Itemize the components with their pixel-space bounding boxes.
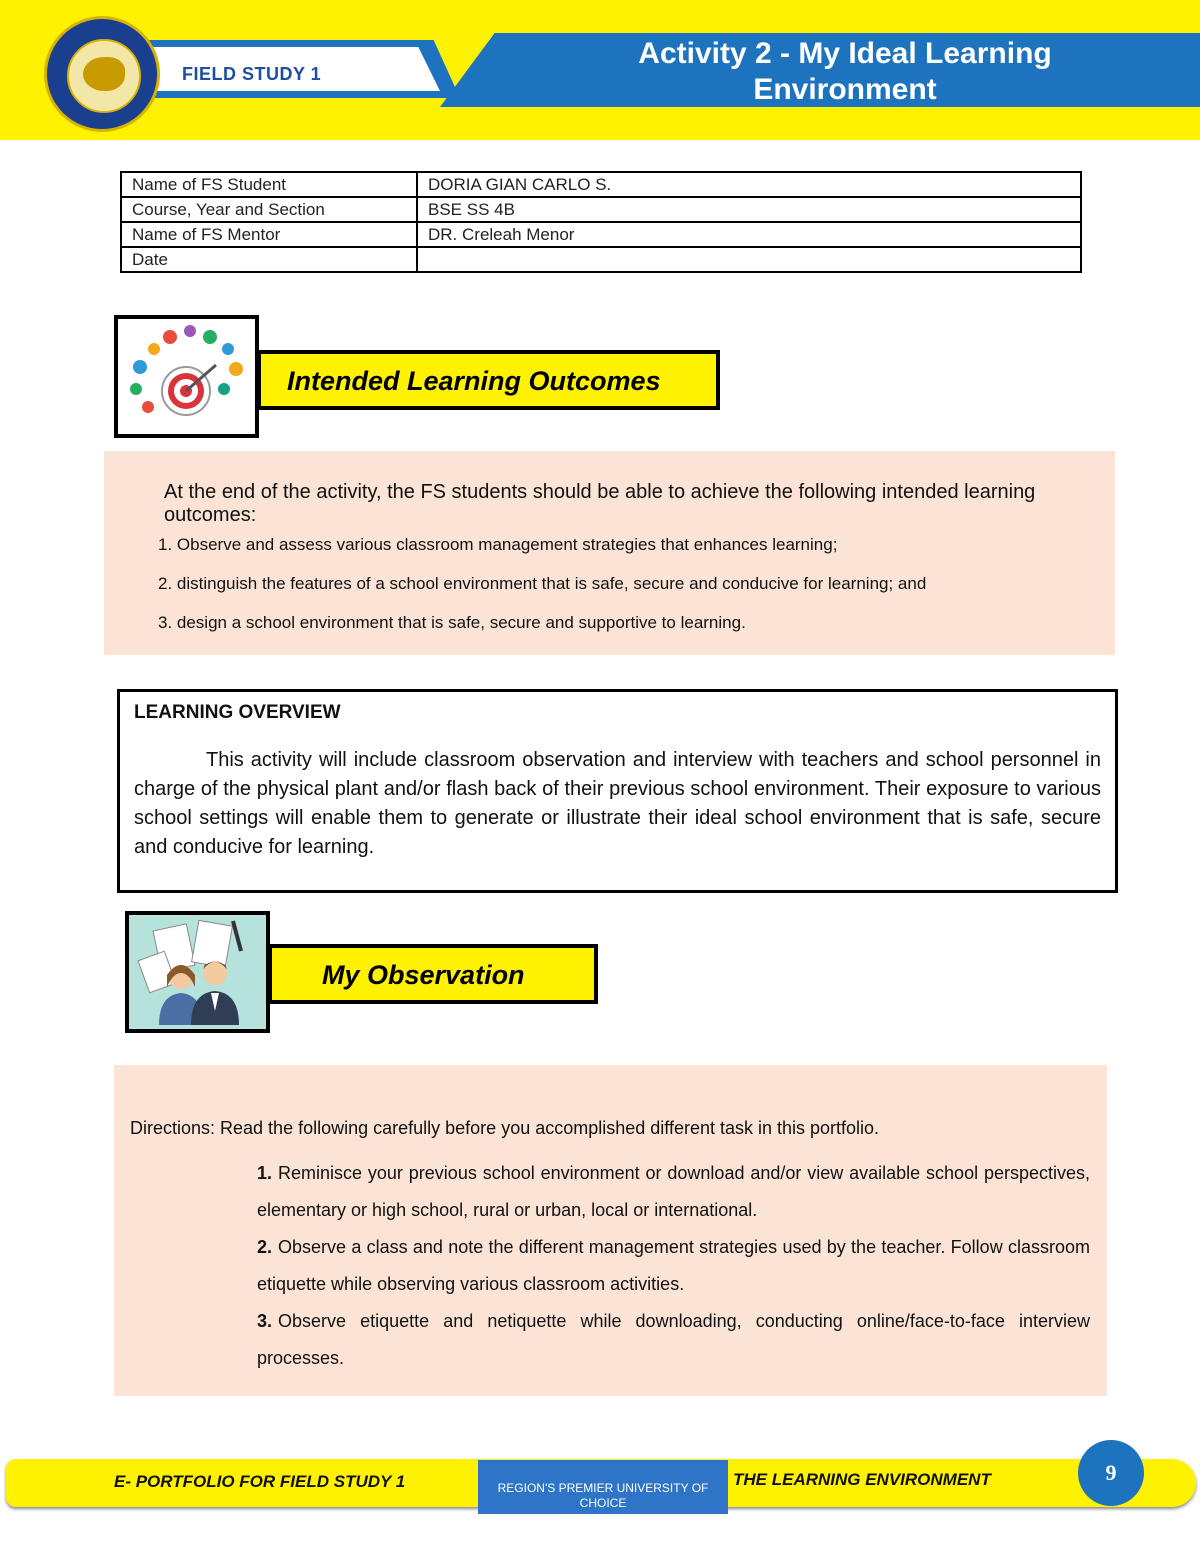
ilo-heading: Intended Learning Outcomes: [257, 350, 720, 410]
row-value: BSE SS 4B: [417, 197, 1081, 222]
overview-body: This activity will include classroom observation and interview with teachers and school personnel in charge of the physical plant and/or flash back of their previous school environment. Their exposure to various school settings will enable them to generate or illustrate their ideal school environment that is safe, secure and conducive for learning.: [134, 749, 1101, 858]
page-number: 9: [1078, 1440, 1144, 1506]
seal-center: [67, 39, 141, 113]
row-label: Date: [121, 247, 417, 272]
university-seal-icon: [44, 16, 160, 132]
list-item: 2. distinguish the features of a school environment that is safe, secure and conducive for learning; and: [158, 574, 927, 593]
item-number: 3.: [257, 1311, 273, 1331]
list-item: 1. Observe and assess various classroom management strategies that enhances learning;: [158, 535, 838, 554]
item-number: 2.: [257, 1237, 273, 1257]
page-title: [560, 36, 1130, 108]
row-label: Name of FS Mentor: [121, 222, 417, 247]
list-item: [257, 1229, 1090, 1303]
list-item: [257, 1303, 1090, 1377]
item-number: 1.: [257, 1163, 273, 1183]
observation-heading: My Observation: [268, 944, 598, 1004]
row-value: DORIA GIAN CARLO S.: [417, 172, 1081, 197]
lion-icon: [83, 57, 125, 91]
footer-right-text: THE LEARNING ENVIRONMENT: [733, 1470, 991, 1489]
list-item: 3. design a school environment that is safe, secure and supportive to learning.: [158, 613, 746, 632]
page-title-line1: Activity 2 - My Ideal Learning: [638, 37, 1052, 70]
ilo-section: [104, 451, 1115, 655]
directions-section: [114, 1065, 1107, 1396]
student-info-table: [120, 171, 1082, 273]
item-text: Reminisce your previous school environment or download and/or view available school perspectives, elementary or high school, rural or urban, local or international.: [257, 1163, 1090, 1220]
row-value: DR. Creleah Menor: [417, 222, 1081, 247]
overview-title: LEARNING OVERVIEW: [134, 702, 341, 723]
people-documents-icon: [125, 911, 270, 1033]
footer-left-text: E- PORTFOLIO FOR FIELD STUDY 1: [114, 1472, 406, 1491]
table-row: [121, 222, 1081, 247]
target-ideas-icon: [114, 315, 259, 438]
item-text: Observe a class and note the different management strategies used by the teacher. Follow classroom etiquette while observing various classroom activities.: [257, 1237, 1090, 1294]
table-row: [121, 172, 1081, 197]
row-label: Name of FS Student: [121, 172, 417, 197]
list-item: [257, 1155, 1090, 1229]
subject-label: FIELD STUDY 1: [182, 64, 322, 84]
directions-text: Directions: Read the following carefully before you accomplished different task in this portfolio.: [130, 1118, 880, 1138]
footer-center-text: REGION'S PREMIER UNIVERSITY OF CHOICE: [497, 1481, 709, 1510]
row-label: Course, Year and Section: [121, 197, 417, 222]
ilo-intro: At the end of the activity, the FS students should be able to achieve the following intended learning outcomes:: [164, 481, 1036, 526]
table-row: [121, 197, 1081, 222]
row-value: [417, 247, 1081, 272]
learning-overview: [117, 689, 1118, 893]
page-title-line2: Environment: [753, 73, 937, 106]
ilo-list: [158, 525, 926, 642]
table-row: [121, 247, 1081, 272]
item-text: Observe etiquette and netiquette while downloading, conducting online/face-to-face interview processes.: [257, 1311, 1090, 1368]
